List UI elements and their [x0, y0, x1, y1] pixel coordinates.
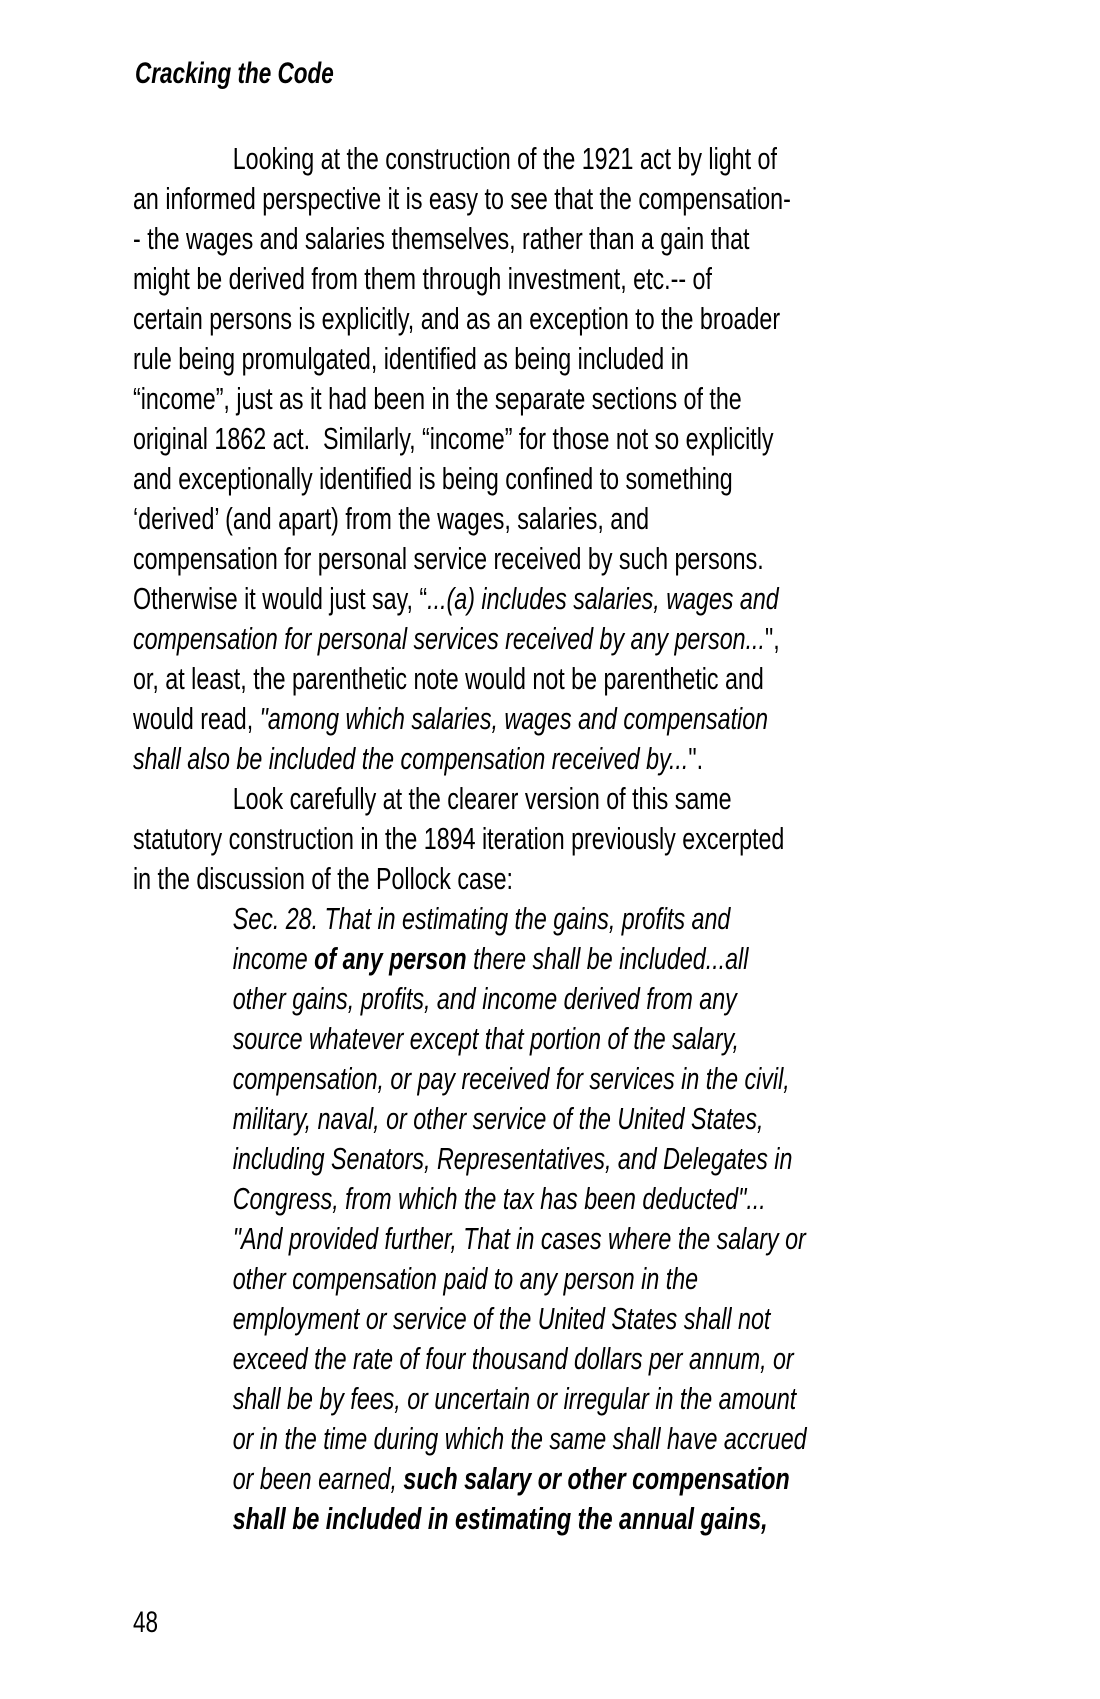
text-line: [133, 1379, 883, 1419]
text-line: [133, 619, 883, 659]
text-line: [133, 1059, 883, 1099]
text-line: [133, 659, 883, 699]
text-run: “income”, just as it had been in the separate sections of the: [133, 381, 742, 416]
text-line: [133, 819, 883, 859]
text-line: [133, 579, 883, 619]
text-run: such salary or other compensation: [403, 1461, 790, 1496]
text-run: and exceptionally identified is being confined to something: [133, 461, 733, 496]
text-run: there shall be included...all: [466, 941, 749, 976]
text-run: military, naval, or other service of the United States,: [232, 1101, 764, 1136]
text-line: [133, 939, 883, 979]
text-line: [133, 739, 883, 779]
text-line: [133, 1259, 883, 1299]
text-line: [133, 219, 883, 259]
text-run: ...(a) includes salaries, wages and: [427, 581, 779, 616]
text-run: shall be included in estimating the annual gains,: [232, 1501, 768, 1536]
text-run: Sec. 28. That in estimating the gains, profits and: [232, 901, 731, 936]
text-run: source whatever except that portion of the salary,: [232, 1021, 739, 1056]
text-run: statutory construction in the 1894 iteration previously excerpted: [133, 821, 785, 856]
text-run: - the wages and salaries themselves, rather than a gain that: [133, 221, 750, 256]
text-run: or been earned,: [232, 1461, 404, 1496]
text-run: rule being promulgated, identified as being included in: [133, 341, 689, 376]
text-line: [133, 1419, 883, 1459]
text-run: an informed perspective it is easy to see that the compensation-: [133, 181, 791, 216]
text-run: certain persons is explicitly, and as an exception to the broader: [133, 301, 781, 336]
text-run: might be derived from them through investment, etc.-- of: [133, 261, 712, 296]
text-line: [133, 179, 883, 219]
text-run: ‘derived’ (and apart) from the wages, salaries, and: [133, 501, 650, 536]
text-run: Congress, from which the tax has been deducted"...: [232, 1181, 766, 1216]
text-line: [133, 339, 883, 379]
text-run: shall be by fees, or uncertain or irregular in the amount: [232, 1381, 797, 1416]
paragraph-look-carefully: [133, 779, 883, 899]
text-line: [133, 499, 883, 539]
text-line: [133, 539, 883, 579]
paragraph-opening: [133, 139, 883, 779]
text-run: ".: [688, 741, 704, 776]
text-line: [133, 1339, 883, 1379]
text-line: [133, 1499, 883, 1539]
text-line: [133, 419, 883, 459]
blockquote-sec-28: [133, 899, 883, 1539]
text-line: [133, 299, 883, 339]
text-line: [133, 259, 883, 299]
text-run: compensation for personal service received by such persons.: [133, 541, 764, 576]
text-run: in the discussion of the Pollock case:: [133, 861, 513, 896]
text-line: [133, 899, 883, 939]
text-line: [133, 859, 883, 899]
text-line: [133, 379, 883, 419]
text-line: [133, 1299, 883, 1339]
text-run: or, at least, the parenthetic note would not be parenthetic and: [133, 661, 764, 696]
text-run: other compensation paid to any person in the: [232, 1261, 699, 1296]
text-run: income: [232, 941, 315, 976]
text-run: or in the time during which the same shall have accrued: [232, 1421, 807, 1456]
text-run: other gains, profits, and income derived from any: [232, 981, 737, 1016]
text-run: would read,: [133, 701, 260, 736]
text-run: "among which salaries, wages and compensation: [259, 701, 769, 736]
running-header: Cracking the Code: [135, 57, 334, 90]
text-line: [133, 1099, 883, 1139]
text-run: Looking at the construction of the 1921 act by light of: [232, 141, 777, 176]
text-line: [133, 1019, 883, 1059]
text-run: ",: [764, 621, 780, 656]
text-line: [133, 1179, 883, 1219]
text-line: [133, 1459, 883, 1499]
text-run: including Senators, Representatives, and Delegates in: [232, 1141, 793, 1176]
text-run: employment or service of the United States shall not: [232, 1301, 771, 1336]
text-run: of any person: [314, 941, 467, 976]
page-number: 48: [133, 1606, 159, 1639]
text-run: Look carefully at the clearer version of this same: [232, 781, 732, 816]
text-line: [133, 459, 883, 499]
text-line: [133, 139, 883, 179]
text-run: original 1862 act. Similarly, “income” for those not so explicitly: [133, 421, 774, 456]
text-run: compensation for personal services received by any person...: [133, 621, 765, 656]
text-run: exceed the rate of four thousand dollars per annum, or: [232, 1341, 794, 1376]
text-line: [133, 1219, 883, 1259]
page-body: [133, 139, 883, 1539]
text-line: [133, 1139, 883, 1179]
text-line: [133, 979, 883, 1019]
text-run: shall also be included the compensation received by...: [133, 741, 689, 776]
text-line: [133, 779, 883, 819]
text-run: "And provided further, That in cases where the salary or: [232, 1221, 806, 1256]
text-run: compensation, or pay received for services in the civil,: [232, 1061, 790, 1096]
text-run: Otherwise it would just say, “: [133, 581, 428, 616]
text-line: [133, 699, 883, 739]
